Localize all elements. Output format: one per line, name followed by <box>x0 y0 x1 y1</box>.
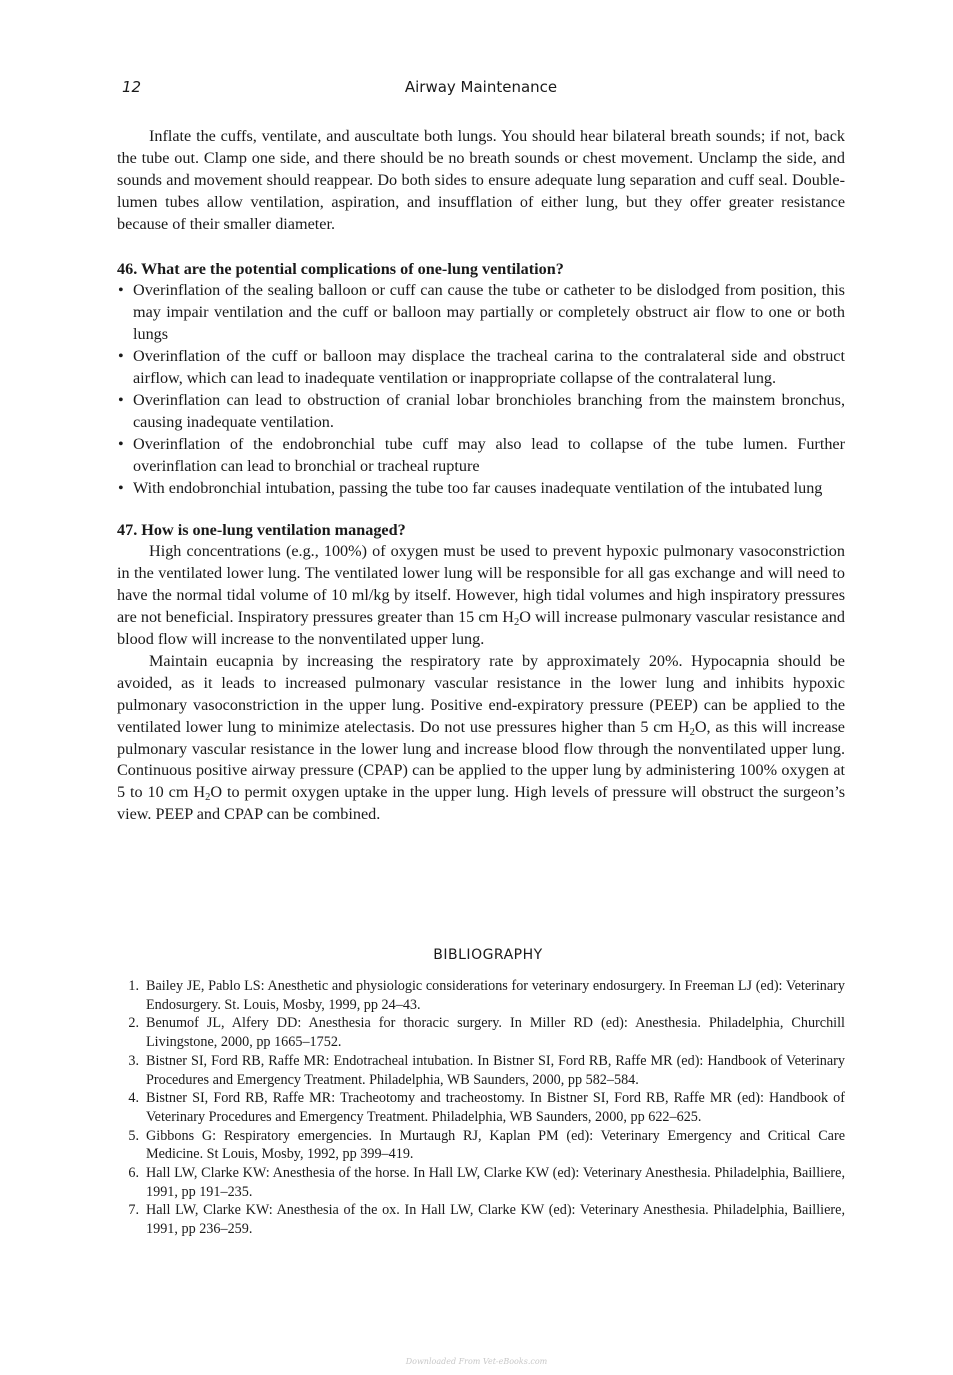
bibliography-title: BIBLIOGRAPHY <box>433 947 543 963</box>
question-47 <box>117 520 845 827</box>
watermark: Downloaded From Vet-eBooks.com <box>405 1357 548 1366</box>
management-paragraph-2: Maintain eucapnia by increasing the respiratory rate by approximately 20%. Hypocapnia should be avoided, as it leads to increased pulmonary vascular resistance in the lower lung and inhibits hypoxic pulmonary vasoconstriction in the upper lung. Positive end-expiratory pressure (PEEP) can be applied to the ventilated lower lung to minimize atelectasis. Do not use pressures higher than 5 cm $H_2O$, as this will increase pulmonary vascular resistance in the lower lung and increase blood flow through the nonventilated upper lung. Continuous positive airway pressure (CPAP) can be applied to the upper lung by administering 100% oxygen at 5 to 10 cm $H_2O$ to permit oxygen uptake in the upper lung. High levels of pressure will obstruct the surgeon’s view. PEEP and CPAP can be combined. <box>117 651 845 824</box>
list-item: 4. Bistner SI, Ford RB, Raffe MR: Tracheotomy and tracheostomy. In Bistner SI, Ford RB, Raffe MR (ed): Handbook of Veterinary Procedures and Emergency Treatment. Philadelphia, WB Saunders, 2000, pp 622–625. <box>128 1090 845 1125</box>
list-item: • Overinflation of the sealing balloon or cuff can cause the tube or catheter to be dislodged from position, this may impair ventilation and the cuff or balloon may partially or completely obstruct air flow to one or both lungs <box>117 280 845 346</box>
list-item: 3. Bistner SI, Ford RB, Raffe MR: Endotracheal intubation. In Bistner SI, Ford RB, Raffe MR (ed): Handbook of Veterinary Procedures and Emergency Treatment. Philadelphia, WB Saunders, 2000, pp 582–584. <box>128 1052 845 1088</box>
management-paragraph-1: High concentrations (e.g., 100%) of oxygen must be used to prevent hypoxic pulmonary vasoconstriction in the ventilated lower lung. The ventilated lower lung will be responsible for all gas exchange and will need to have the normal tidal volume of 10 ml/kg by itself. However, high tidal volumes and high inspiratory pressures are not beneficial. Inspiratory pressures greater than 15 cm $H_2O$ will increase pulmonary vascular resistance and blood flow will increase to the nonventilated upper lung. <box>117 542 845 649</box>
list-item: • With endobronchial intubation, passing the tube too far causes inadequate ventilation of the intubated lung <box>117 478 845 500</box>
list-item: • Overinflation can lead to obstruction of cranial lobar bronchioles branching from the mainstem bronchus, causing inadequate ventilation. <box>117 390 845 434</box>
page-number: 12 <box>122 78 142 96</box>
list-item: • Overinflation of the cuff or balloon may displace the tracheal carina to the contralateral side and obstruct airflow, which can lead to inadequate ventilation or inappropriate collapse of the contralateral lung. <box>117 346 845 390</box>
complications-list <box>117 280 845 499</box>
list-item: 2. Benumof JL, Alfery DD: Anesthesia for thoracic surgery. In Miller RD (ed): Anesthesia. Philadelphia, Churchill Livingstone, 2000, pp 1665–1752. <box>128 1015 845 1051</box>
running-head: Airway Maintenance <box>404 78 558 96</box>
page-body <box>117 126 845 826</box>
page-header <box>117 78 845 100</box>
list-item: 6. Hall LW, Clarke KW: Anesthesia of the horse. In Hall LW, Clarke KW (ed): Veterinary Anesthesia. Philadelphia, Bailliere, 1991, pp 191–235. <box>128 1165 845 1200</box>
question-47-heading: 47. How is one-lung ventilation managed? <box>117 520 406 539</box>
list-item: 7. Hall LW, Clarke KW: Anesthesia of the ox. In Hall LW, Clarke KW (ed): Veterinary Anesthesia. Philadelphia, Bailliere, 1991, pp 236–259. <box>128 1202 845 1238</box>
reference-list <box>117 977 845 1239</box>
intro-paragraph: Inflate the cuffs, ventilate, and auscultate both lungs. You should hear bilateral breath sounds; if not, back the tube out. Clamp one side, and there should be no breath sounds or chest movement. Unclamp the side, and sounds and movement should reappear. Do both sides to ensure adequate lung separation and cuff seal. Double-lumen tubes allow ventilation, aspiration, and insufflation of either lung, but they offer greater resistance because of their smaller diameter. <box>117 127 845 233</box>
bibliography <box>117 947 845 1239</box>
list-item: 5. Gibbons G: Respiratory emergencies. In Murtaugh RJ, Kaplan PM (ed): Veterinary Emergency and Critical Care Medicine. St Louis, Mosby, 1992, pp 399–419. <box>128 1127 845 1163</box>
question-46-heading: 46. What are the potential complications of one-lung ventilation? <box>117 259 564 278</box>
question-46 <box>117 259 845 500</box>
list-item: • Overinflation of the endobronchial tube cuff may also lead to collapse of the tube lumen. Further overinflation can lead to bronchial or tracheal rupture <box>117 434 845 478</box>
list-item: 1. Bailey JE, Pablo LS: Anesthetic and physiologic considerations for veterinary endosurgery. In Freeman LJ (ed): Veterinary Endosurgery. St. Louis, Mosby, 1999, pp 24–43. <box>128 978 845 1013</box>
